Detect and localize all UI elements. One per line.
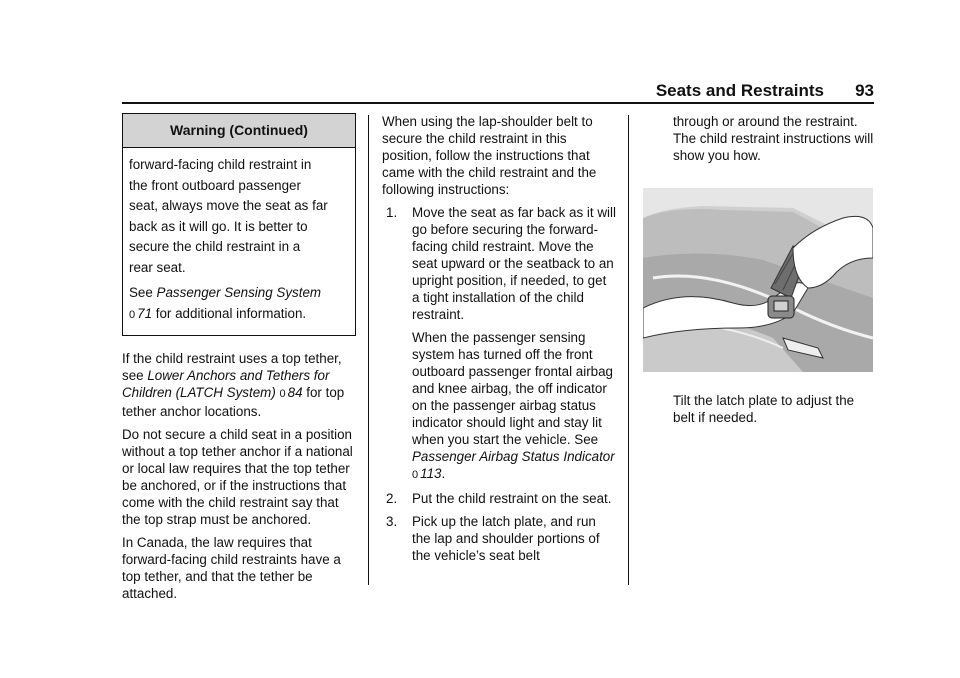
page-ref-113[interactable]: 113	[420, 466, 442, 481]
warning-line: back as it will go. It is better to	[129, 218, 308, 234]
page-ref-icon: 0	[412, 469, 419, 481]
step-continuation: through or around the restraint. The child restraint instructions will show you how.	[673, 114, 874, 163]
see-prefix: See	[129, 285, 157, 300]
canada-paragraph: In Canada, the law requires that forward-facing child restraints have a top tether, and that the tether be attached.	[122, 535, 341, 601]
latch-plate-illustration	[643, 188, 873, 372]
warning-line: the front outboard passenger	[129, 177, 301, 193]
tether-paragraph	[122, 350, 356, 420]
warning-line: secure the child restraint in a	[129, 239, 301, 254]
column-divider-1	[368, 115, 369, 585]
lap-shoulder-intro: When using the lap-shoulder belt to secure the child restraint in this position, follow the instructions that came with the child restraint and the following instructions:	[382, 114, 597, 197]
step-item	[382, 490, 616, 507]
column-3	[643, 113, 875, 432]
page-ref-icon: 0	[279, 388, 286, 400]
page-ref-icon: 0	[129, 308, 136, 321]
anchor-law-paragraph: Do not secure a child seat in a position without a top tether anchor if a national or local law requires that the top tether be anchored, or if the instructions that come with the child restraint say that the top strap must be anchored.	[122, 427, 353, 527]
step-text: Put the child restraint on the seat.	[412, 491, 612, 506]
header-rule	[122, 102, 874, 104]
instruction-steps	[382, 204, 616, 564]
column-divider-2	[628, 115, 629, 585]
tether-pre: If the child restraint uses a top tether, see	[122, 351, 342, 383]
lower-anchors-link[interactable]: Lower Anchors and Tethers for Children (LATCH System)	[122, 368, 330, 400]
warning-body	[123, 148, 355, 335]
warning-line: forward-facing child restraint in	[129, 157, 312, 172]
step-text: Move the seat as far back as it will go before securing the forward-facing child restraint. Move the seat upward or the seatback to an upright position, if needed, to get a tight installation of the child restraint.	[412, 205, 616, 322]
passenger-sensing-link[interactable]: Passenger Sensing System	[156, 285, 322, 300]
warning-text	[129, 155, 347, 278]
figure-caption: Tilt the latch plate to adjust the belt if needed.	[673, 393, 855, 425]
step-sub-pre: When the passenger sensing system has turned off the front outboard passenger frontal airbag and knee airbag, the off indicator on the passenger airbag status indicator should light and stay lit when you start the vehicle. See	[412, 330, 613, 447]
airbag-status-link[interactable]: Passenger Airbag Status Indicator	[412, 449, 615, 464]
warning-title: Warning (Continued)	[123, 114, 355, 148]
see-suffix: for additional information.	[152, 305, 307, 321]
tether-post: for top tether anchor locations.	[122, 385, 345, 419]
page-ref-71[interactable]: 71	[137, 305, 153, 321]
step-number: 2.	[386, 491, 398, 506]
page-number: 93	[855, 81, 874, 100]
page-header	[122, 80, 874, 102]
step-subparagraph	[412, 329, 616, 484]
step-number: 3.	[386, 514, 398, 529]
step-text: Pick up the latch plate, and run the lap and shoulder portions of the vehicle’s seat belt	[412, 514, 600, 563]
warning-line: rear seat.	[129, 259, 186, 275]
step-item	[382, 513, 616, 564]
column-2	[382, 113, 616, 570]
section-title: Seats and Restraints	[655, 81, 824, 100]
warning-see-reference	[129, 283, 347, 325]
column-1	[122, 113, 356, 608]
warning-line: seat, always move the seat as far	[129, 198, 328, 213]
warning-box	[122, 113, 356, 336]
step-number: 1.	[386, 205, 398, 220]
page-ref-84[interactable]: 84	[287, 385, 303, 400]
step-item	[382, 204, 616, 484]
step-sub-post: .	[441, 466, 446, 481]
